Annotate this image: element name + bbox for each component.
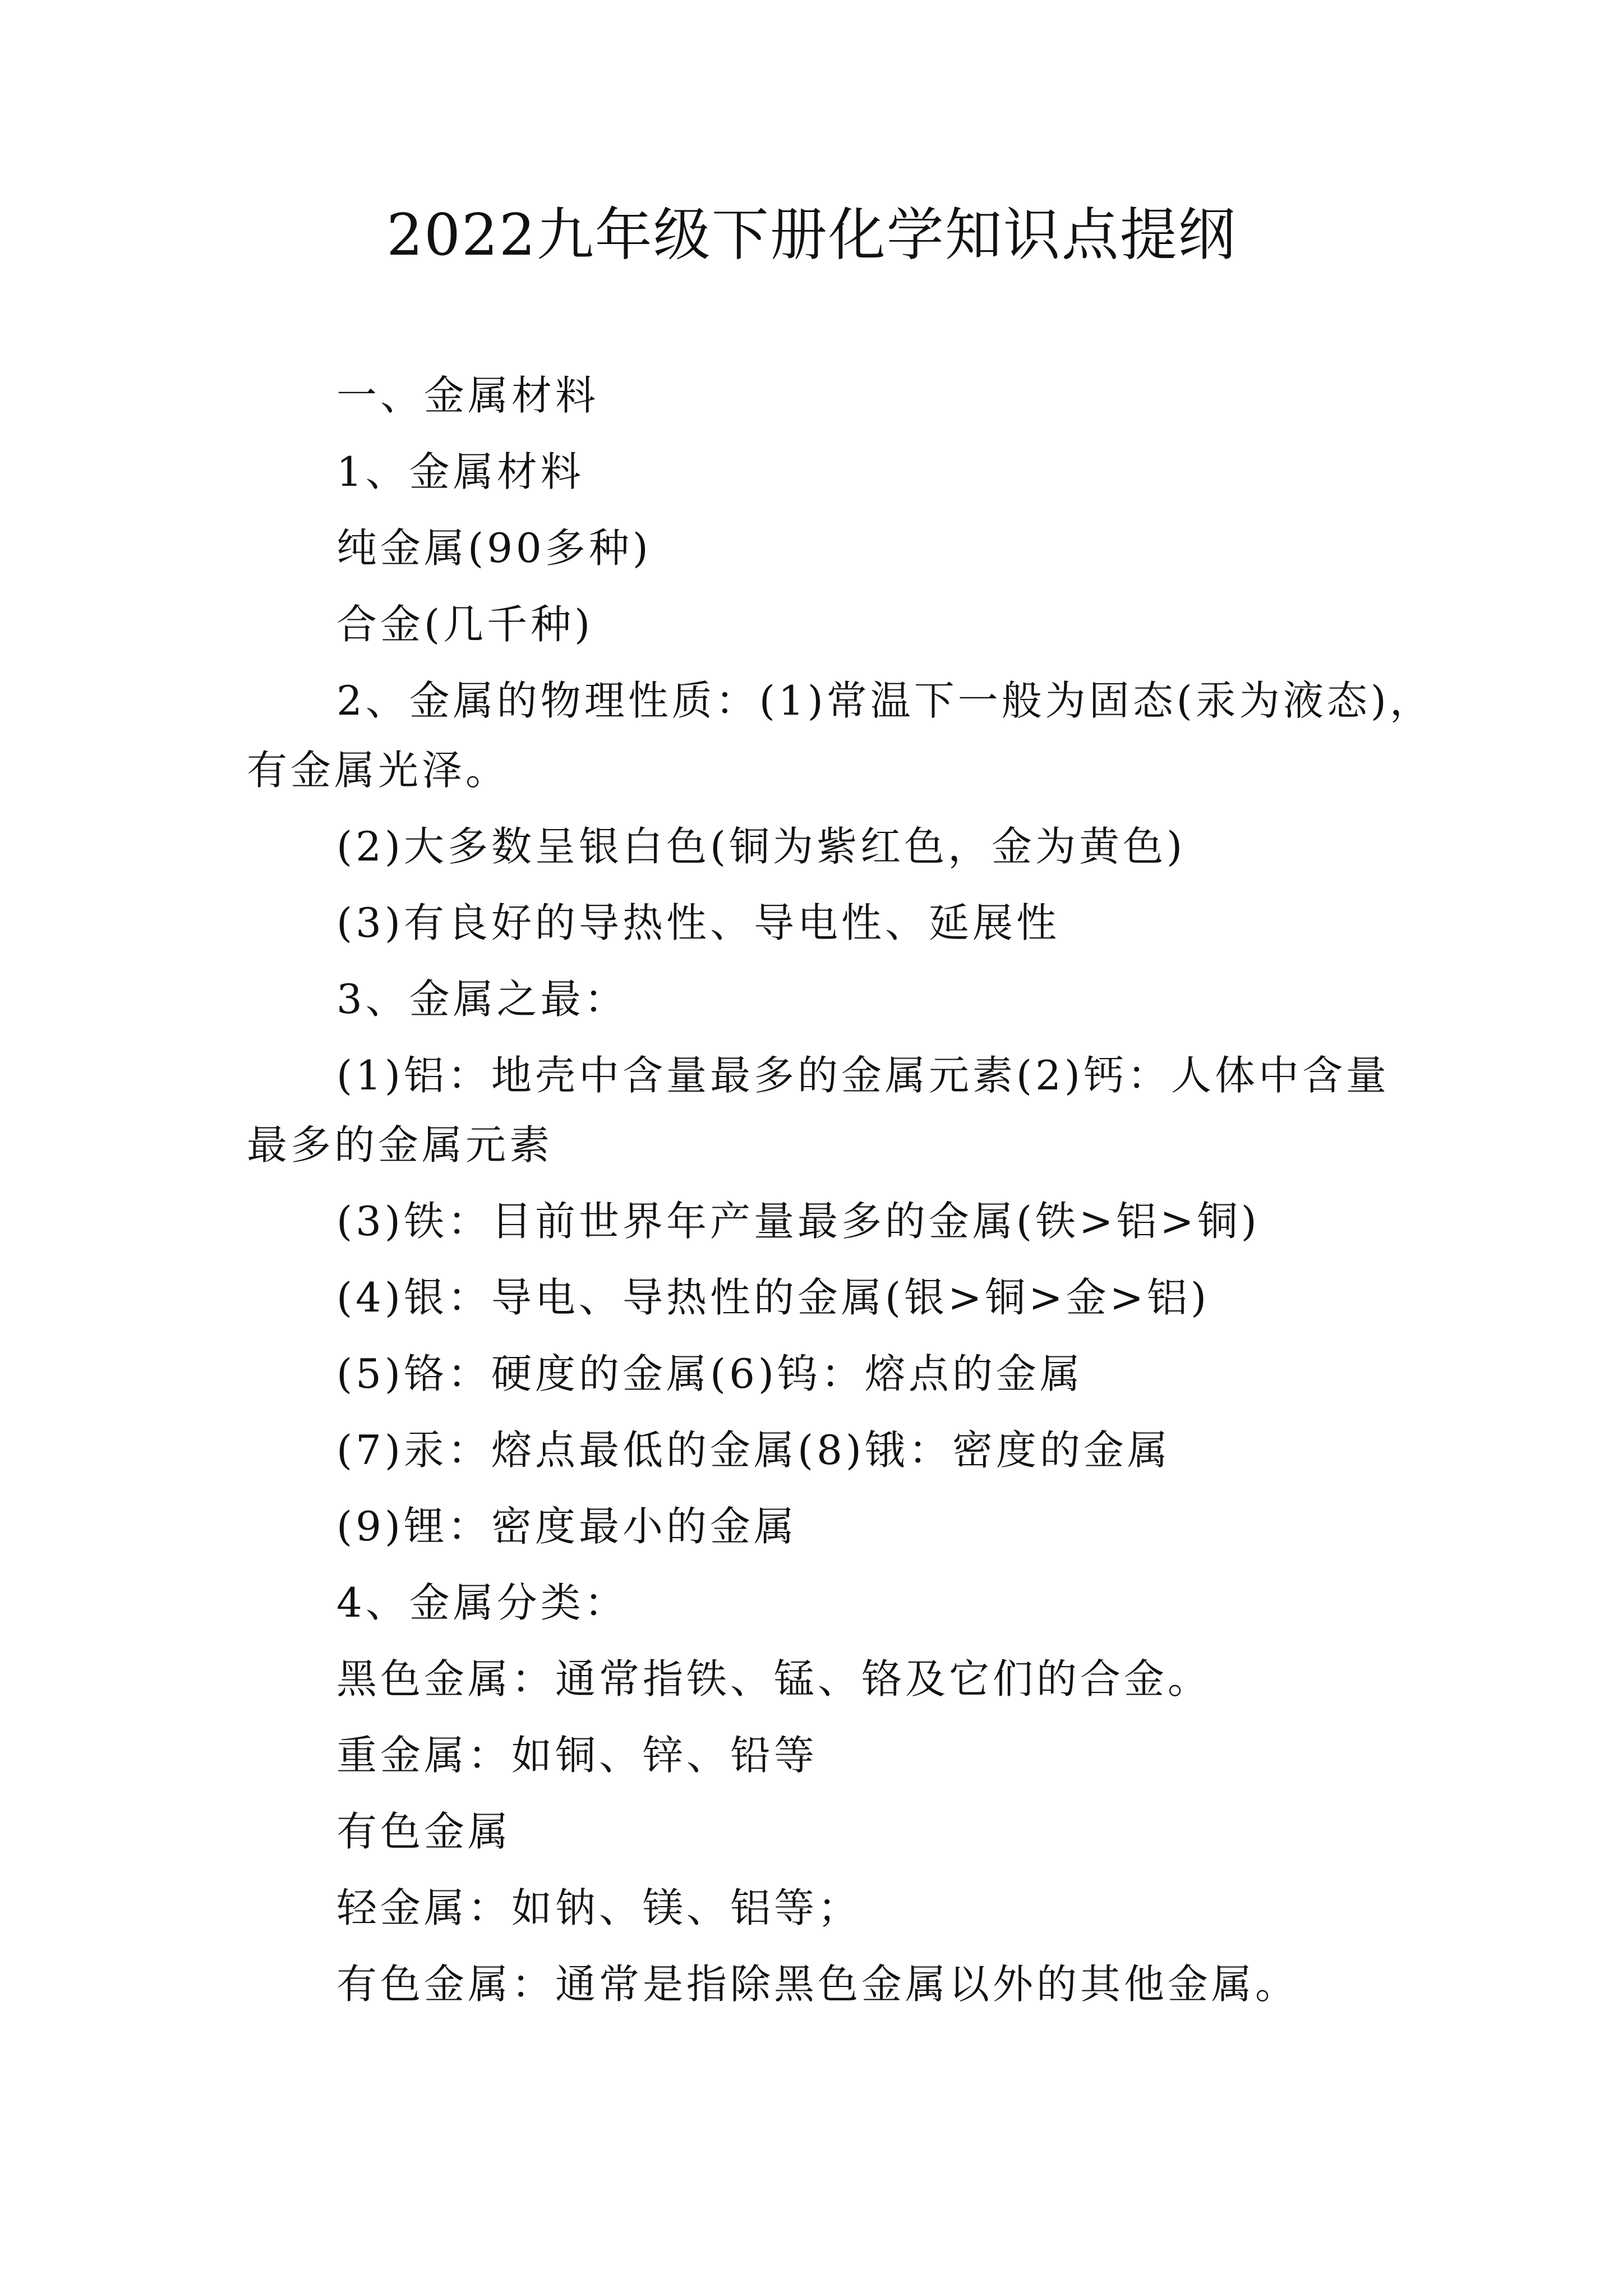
color-property-line: (2)大多数呈银白色(铜为紫红色，金为黄色) [336, 823, 1186, 870]
aluminum-calcium-line: (1)铝：地壳中含量最多的金属元素(2)钙：人体中含量 [336, 1052, 1390, 1099]
item-1-metal-materials: 1、金属材料 [336, 448, 584, 495]
mercury-osmium-line: (7)汞：熔点最低的金属(8)锇：密度的金属 [336, 1427, 1171, 1474]
document-title: 2022九年级下册化学知识点提纲 [386, 202, 1237, 269]
silver-line: (4)银：导电、导热性的金属(银>铜>金>铝) [336, 1274, 1210, 1321]
nonferrous-metals-label: 有色金属 [336, 1808, 512, 1855]
document-body [247, 372, 1433, 2038]
light-metals-line: 轻金属：如钠、镁、铝等； [336, 1884, 862, 1931]
metal-superlatives-heading: 3、金属之最： [336, 976, 628, 1023]
chromium-tungsten-line: (5)铬：硬度的金属(6)钨：熔点的金属 [336, 1350, 1083, 1397]
nonferrous-metals-definition-line: 有色金属：通常是指除黑色金属以外的其他金属。 [336, 1961, 1299, 2008]
section-heading-metal-materials: 一、金属材料 [336, 372, 600, 419]
lithium-line: (9)锂：密度最小的金属 [336, 1503, 797, 1550]
pure-metals-line: 纯金属(90多种) [336, 524, 652, 572]
alloys-line: 合金(几千种) [336, 601, 594, 648]
physical-properties-continuation: 有金属光泽。 [247, 747, 510, 794]
ferrous-metals-line: 黑色金属：通常指铁、锰、铬及它们的合金。 [336, 1655, 1212, 1703]
heavy-metals-line: 重金属：如铜、锌、铅等 [336, 1732, 818, 1779]
iron-line: (3)铁：目前世界年产量最多的金属(铁>铝>铜) [336, 1198, 1260, 1245]
aluminum-calcium-continuation: 最多的金属元素 [247, 1121, 554, 1168]
metal-classification-heading: 4、金属分类： [336, 1579, 628, 1626]
physical-properties-line: 2、金属的物理性质：(1)常温下一般为固态(汞为液态)， [336, 677, 1433, 724]
conductivity-property-line: (3)有良好的导热性、导电性、延展性 [336, 899, 1060, 946]
